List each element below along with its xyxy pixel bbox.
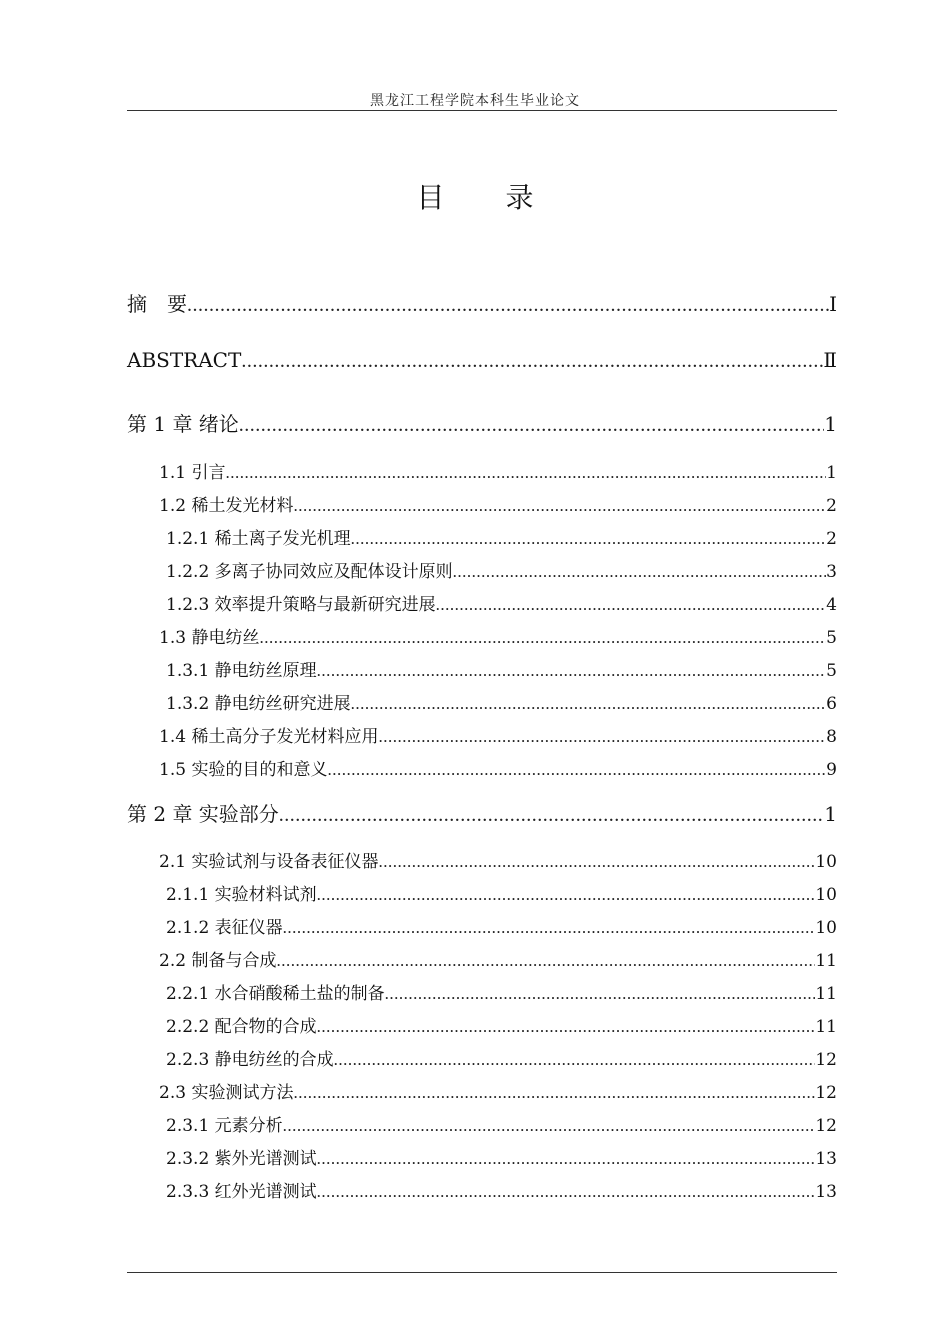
- dot-leader: [351, 529, 827, 549]
- toc-entry-label: 1.3 静电纺丝: [159, 628, 260, 648]
- toc-entry-page-number: 8: [826, 727, 837, 747]
- toc-entry-label: 1.5 实验的目的和意义: [159, 760, 328, 780]
- toc-entry-page-number: 1: [826, 463, 837, 483]
- toc-entry-page-number: 2: [826, 496, 837, 516]
- toc-entry[interactable]: [127, 288, 837, 317]
- toc-entry-page-number: 11: [815, 1017, 837, 1037]
- toc-entry[interactable]: [159, 458, 837, 483]
- toc-entry-label: 摘 要: [127, 292, 187, 316]
- header-divider: [127, 110, 837, 111]
- toc-entry[interactable]: [127, 408, 837, 437]
- dot-leader: [259, 628, 826, 648]
- dot-leader: [276, 951, 815, 971]
- dot-leader: [327, 760, 826, 780]
- toc-entry-page-number: 2: [826, 529, 837, 549]
- toc-entry[interactable]: [127, 348, 837, 373]
- dot-leader: [436, 595, 827, 615]
- dot-leader: [317, 661, 827, 681]
- toc-entry-page-number: Ⅰ: [829, 292, 837, 316]
- toc-entry[interactable]: [159, 623, 837, 648]
- dot-leader: [317, 1149, 816, 1169]
- toc-entry-label: 1.3.2 静电纺丝研究进展: [166, 694, 351, 714]
- dot-leader: [225, 463, 826, 483]
- toc-entry-page-number: 5: [826, 628, 837, 648]
- toc-entry-page-number: 1: [824, 802, 837, 826]
- toc-entry[interactable]: [166, 1012, 837, 1037]
- toc-entry-label: 1.2.2 多离子协同效应及配体设计原则: [166, 562, 453, 582]
- toc-entry-page-number: 10: [815, 918, 837, 938]
- toc-entry-page-number: Ⅱ: [823, 348, 837, 372]
- toc-entry-label: 2.1.1 实验材料试剂: [166, 885, 317, 905]
- toc-entry-label: 2.1 实验试剂与设备表征仪器: [159, 852, 379, 872]
- toc-entry[interactable]: [166, 1144, 837, 1169]
- dot-leader: [279, 804, 824, 827]
- dot-leader: [293, 496, 826, 516]
- toc-entry-page-number: 11: [815, 984, 837, 1004]
- toc-entry[interactable]: [159, 946, 837, 971]
- toc-entry[interactable]: [166, 913, 837, 938]
- toc-entry[interactable]: [166, 656, 837, 681]
- dot-leader: [385, 984, 816, 1004]
- toc-entry-label: 1.2 稀土发光材料: [159, 496, 294, 516]
- toc-entry[interactable]: [159, 1078, 837, 1103]
- dot-leader: [453, 562, 827, 582]
- toc-entry[interactable]: [166, 880, 837, 905]
- footer-divider: [127, 1272, 837, 1273]
- toc-entry[interactable]: [166, 524, 837, 549]
- toc-entry-label: 2.2.2 配合物的合成: [166, 1017, 317, 1037]
- dot-leader: [334, 1050, 816, 1070]
- toc-entry-page-number: 12: [815, 1083, 837, 1103]
- toc-entry-label: 2.3.1 元素分析: [166, 1116, 283, 1136]
- toc-entry-label: 2.2 制备与合成: [159, 951, 277, 971]
- toc-entry[interactable]: [159, 722, 837, 747]
- page-title: 目 录: [416, 181, 560, 214]
- toc-entry-label: 1.2.1 稀土离子发光机理: [166, 529, 351, 549]
- toc-entry-label: 1.4 稀土高分子发光材料应用: [159, 727, 379, 747]
- toc-entry-label: 第 1 章 绪论: [127, 412, 239, 436]
- toc-entry[interactable]: [166, 689, 837, 714]
- toc-entry-page-number: 13: [815, 1149, 837, 1169]
- toc-entry[interactable]: [159, 755, 837, 780]
- toc-entry[interactable]: [159, 491, 837, 516]
- toc-entry-label: 2.3 实验测试方法: [159, 1083, 294, 1103]
- toc-entry-page-number: 10: [815, 885, 837, 905]
- toc-entry-label: ABSTRACT: [127, 348, 242, 372]
- toc-entry-page-number: 1: [824, 412, 837, 436]
- dot-leader: [293, 1083, 815, 1103]
- toc-entry-label: 1.2.3 效率提升策略与最新研究进展: [166, 595, 436, 615]
- toc-entry[interactable]: [166, 979, 837, 1004]
- dot-leader: [283, 918, 816, 938]
- toc-entry-label: 1.3.1 静电纺丝原理: [166, 661, 317, 681]
- running-header: 黑龙江工程学院本科生毕业论文: [370, 93, 580, 109]
- toc-entry-page-number: 3: [826, 562, 837, 582]
- toc-entry-label: 2.1.2 表征仪器: [166, 918, 283, 938]
- toc-entry-page-number: 12: [815, 1116, 837, 1136]
- toc-entry-label: 2.2.3 静电纺丝的合成: [166, 1050, 334, 1070]
- toc-entry-page-number: 13: [815, 1182, 837, 1202]
- dot-leader: [283, 1116, 816, 1136]
- dot-leader: [239, 414, 824, 437]
- toc-entry-page-number: 9: [826, 760, 837, 780]
- toc-entry-page-number: 5: [826, 661, 837, 681]
- dot-leader: [317, 885, 816, 905]
- toc-entry[interactable]: [127, 798, 837, 827]
- dot-leader: [378, 852, 815, 872]
- toc-entry[interactable]: [159, 847, 837, 872]
- toc-entry-page-number: 4: [826, 595, 837, 615]
- dot-leader: [241, 350, 823, 373]
- dot-leader: [378, 727, 826, 747]
- toc-entry-page-number: 6: [826, 694, 837, 714]
- toc-entry-label: 第 2 章 实验部分: [127, 802, 279, 826]
- dot-leader: [187, 294, 829, 317]
- toc-entry[interactable]: [166, 1111, 837, 1136]
- dot-leader: [317, 1182, 816, 1202]
- toc-entry-page-number: 12: [815, 1050, 837, 1070]
- toc-entry-label: 2.2.1 水合硝酸稀土盐的制备: [166, 984, 385, 1004]
- toc-entry[interactable]: [166, 557, 837, 582]
- toc-entry-label: 2.3.2 紫外光谱测试: [166, 1149, 317, 1169]
- toc-entry-label: 2.3.3 红外光谱测试: [166, 1182, 317, 1202]
- toc-entry-label: 1.1 引言: [159, 463, 226, 483]
- dot-leader: [317, 1017, 816, 1037]
- toc-entry[interactable]: [166, 1045, 837, 1070]
- dot-leader: [351, 694, 827, 714]
- toc-entry[interactable]: [166, 1177, 837, 1202]
- toc-entry-page-number: 10: [815, 852, 837, 872]
- toc-entry[interactable]: [166, 590, 837, 615]
- toc-entry-page-number: 11: [815, 951, 837, 971]
